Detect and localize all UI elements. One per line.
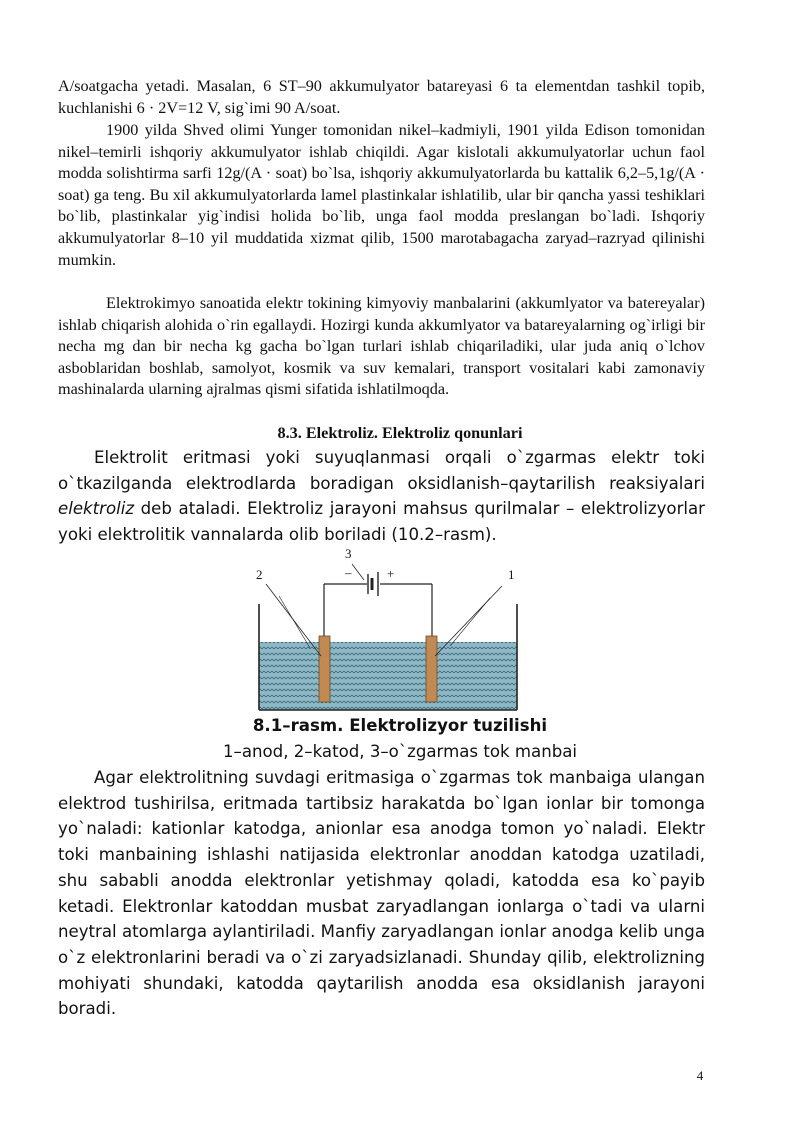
minus-sign: – bbox=[345, 565, 352, 580]
section-heading: 8.3. Elektroliz. Elektroliz qonunlari bbox=[277, 424, 523, 442]
label-3-power-source: 3 bbox=[345, 546, 352, 561]
paragraph-alkaline-accumulators: 1900 yilda Shved olimi Yunger tomonidan nikel–kadmiyli, 1901 yilda Edison tomonidan nikel–temirli ishqoriy akkumulyator ishlab chiqildi. Agar kislotali akkumulyatorlar uchun faol modda solishtirma sarfi 12g/(A · soat) bo`lsa, ishqoriy akkumulyatorlarda bu kattalik 6,2–5,1g/(A · soat) ga teng. Bu xil akkumulyatorlarda lamel plastinkalar ishlatilib, ular bir qancha yassi teshiklari bo`lib, plastinkalar yig`indisi holida bo`lib, unga faol modda preslangan bo`ladi. Ishqoriy akkumulyatorlar 8–10 yil muddatida xizmat qilib, 1500 marotabagacha zaryad–razryad qilinishi mumkin. bbox=[58, 121, 705, 269]
figure-caption-title: 8.1–rasm. Elektrolizyor tuzilishi bbox=[252, 716, 548, 735]
paragraph-battery-capacity: A/soatgacha yetadi. Masalan, 6 ST–90 akkumulyator batareyasi 6 ta elementdan tashkil topib, kuchlanishi 6 · 2V=12 V, sig`imi 90 A/soat. bbox=[58, 77, 705, 117]
definition-text-after: deb ataladi. Elektroliz jarayoni mahsus qurilmalar – elektrolizyorlar yoki elektrolitik vannalarda olib boriladi (10.2–rasm). bbox=[58, 499, 705, 545]
leader-line-1b bbox=[450, 598, 490, 646]
electrolysis-term: elektroliz bbox=[58, 499, 135, 519]
electrolyzer-svg bbox=[254, 544, 526, 714]
electrolyte-solution bbox=[259, 642, 517, 710]
figure-caption-legend: 1–anod, 2–katod, 3–o`zgarmas tok manbai bbox=[222, 742, 578, 761]
label-1-anode: 1 bbox=[508, 567, 515, 582]
anode-electrode bbox=[426, 636, 437, 702]
plus-sign: + bbox=[387, 566, 395, 581]
page-number: 4 bbox=[696, 1068, 704, 1083]
paragraph-electrolysis-definition bbox=[58, 445, 705, 548]
paragraph-electrolysis-mechanism: Agar elektrolitning suvdagi eritmasiga o`zgarmas tok manbaiga ulangan elektrod tushirilsa, eritmada tartibsiz harakatda bo`lgan ionlar bir tomonga yo`naladi: kationlar katodga, anionlar esa anodga tomon yo`naladi. Elektr toki manbaining ishlashi natijasida elektronlar anoddan katodga uzatiladi, shu sababli anodda elektronlar yetishmay qoladi, katodda esa ko`payib ketadi. Elektronlar katoddan musbat zaryadlangan ionlarga o`tadi va ularni neytral atomlarga aylantiriladi. Manfiy zaryadlangan ionlar anodga kelib unga o`z elektronlarini beradi va o`zi zaryadsizlanadi. Shunday qilib, elektrolizning mohiyati shundaki, katodda qaytarilish anodda esa oksidlanish jarayoni boradi. bbox=[58, 768, 705, 1019]
leader-line-3 bbox=[352, 564, 364, 580]
definition-text-before: Elektrolit eritmasi yoki suyuqlanmasi orqali o`zgarmas elektr toki o`tkazilganda elektrodlarda boradigan oksidlanish–qaytarilish reaksiyalari bbox=[58, 448, 705, 493]
label-2-cathode: 2 bbox=[256, 567, 263, 582]
electrolyzer-diagram bbox=[254, 544, 526, 714]
leader-line-2b bbox=[279, 596, 310, 648]
cathode-electrode bbox=[319, 636, 330, 702]
paragraph-electrochemical-industry: Elektrokimyo sanoatida elektr tokining kimyoviy manbalarini (akkumlyator va batereyalar) ishlab chiqarish alohida o`rin egallaydi. Hozirgi kunda akkumlyator va batareyalarning og`irligi bir necha mg dan bir necha kg gacha bo`lgan turlari ishlab chiqariladiki, ular juda aniq o`lchov asboblaridan boshlab, samolyot, kosmik va suv kemalari, transport vositalari kabi zamonaviy mashinalarda ularning ajralmas qismi sifatida ishlatilmoqda. bbox=[58, 294, 705, 399]
